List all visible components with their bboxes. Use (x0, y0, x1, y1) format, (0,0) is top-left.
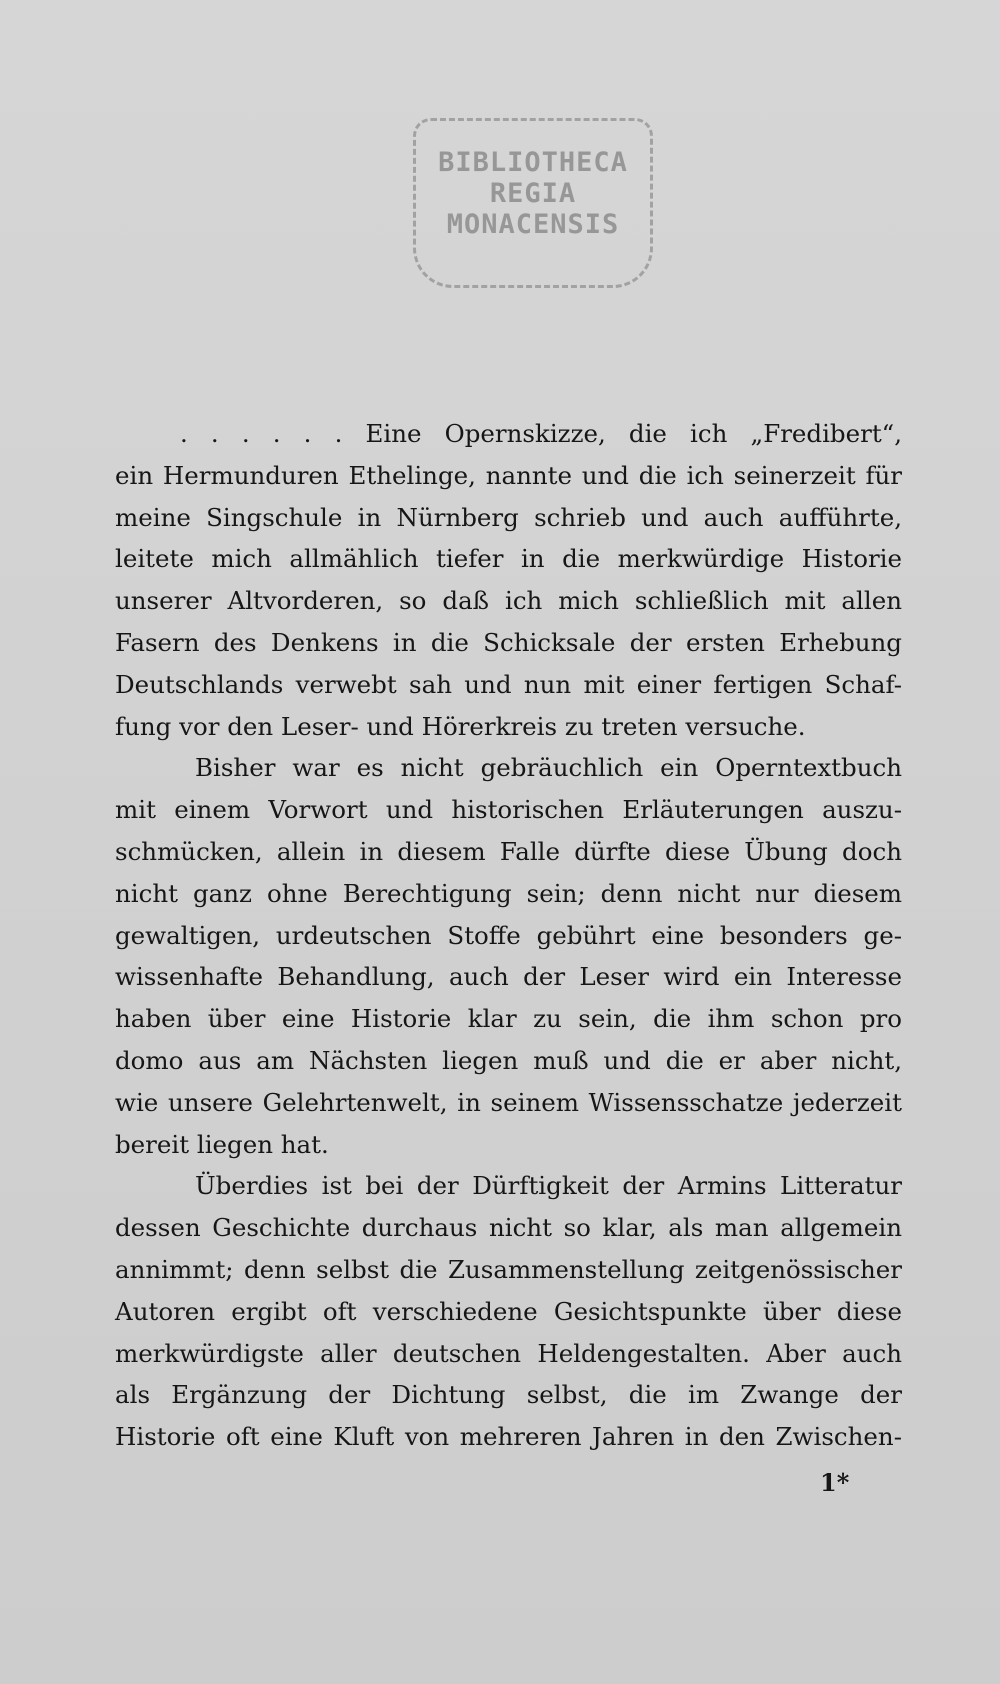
stamp-line-1: BIBLIOTHECA (438, 147, 628, 178)
text-line: wissenhafte Behandlung, auch der Leser wird ein Interesse (115, 962, 902, 992)
text-line: merkwürdigste aller deutschen Heldengestalten. Aber auch (115, 1338, 902, 1368)
text-line: Überdies ist bei der Dürftigkeit der Armins Litteratur (195, 1171, 902, 1201)
text-line: haben über eine Historie klar zu sein, die ihm schon pro (115, 1004, 902, 1034)
stamp-line-2: REGIA (489, 178, 577, 210)
text-line: schmücken, allein in diesem Falle dürfte diese Übung doch (115, 836, 902, 866)
stamp-line-3: MONACENSIS (446, 209, 620, 241)
text-line: annimmt; denn selbst die Zusammenstellung zeitgenössischer (115, 1254, 902, 1284)
text-line: Fasern des Denkens in die Schicksale der ersten Erhebung (115, 627, 902, 657)
text-line: ein Hermunduren Ethelinge, nannte und die ich seinerzeit für (115, 460, 902, 490)
text-line: Deutschlands verwebt sah und nun mit einer fertigen Schaf- (115, 669, 902, 699)
text-line: fung vor den Leser- und Hörerkreis zu treten versuche. (115, 711, 806, 741)
page-number: 1* (820, 1468, 850, 1497)
text-line: leitete mich allmählich tiefer in die merkwürdige Historie (115, 544, 902, 574)
text-line: mit einem Vorwort und historischen Erläuterungen auszu- (115, 795, 902, 825)
text-line: nicht ganz ohne Berechtigung sein; denn nicht nur diesem (115, 878, 902, 908)
text-line: als Ergänzung der Dichtung selbst, die im Zwange der (115, 1380, 902, 1410)
text-line: gewaltigen, urdeutschen Stoffe gebührt eine besonders ge- (115, 920, 902, 950)
text-line: . . . . . . Eine Opernskizze, die ich „Fredibert“, (180, 419, 902, 448)
text-line: Autoren ergibt oft verschiedene Gesichtspunkte über diese (115, 1296, 902, 1326)
text-line: dessen Geschichte durchaus nicht so klar, als man allgemein (115, 1213, 902, 1243)
body-text (115, 413, 902, 1458)
library-stamp (413, 118, 653, 288)
text-line: Historie oft eine Kluft von mehreren Jahren in den Zwischen- (115, 1422, 902, 1452)
text-line: wie unsere Gelehrtenwelt, in seinem Wissensschatze jederzeit (115, 1087, 902, 1117)
text-line: bereit liegen hat. (115, 1129, 329, 1159)
text-line: unserer Altvorderen, so daß ich mich schließlich mit allen (115, 586, 902, 616)
text-line: meine Singschule in Nürnberg schrieb und auch aufführte, (115, 502, 902, 532)
text-line: domo aus am Nächsten liegen muß und die er aber nicht, (115, 1045, 902, 1075)
text-line: Bisher war es nicht gebräuchlich ein Operntextbuch (195, 753, 902, 783)
